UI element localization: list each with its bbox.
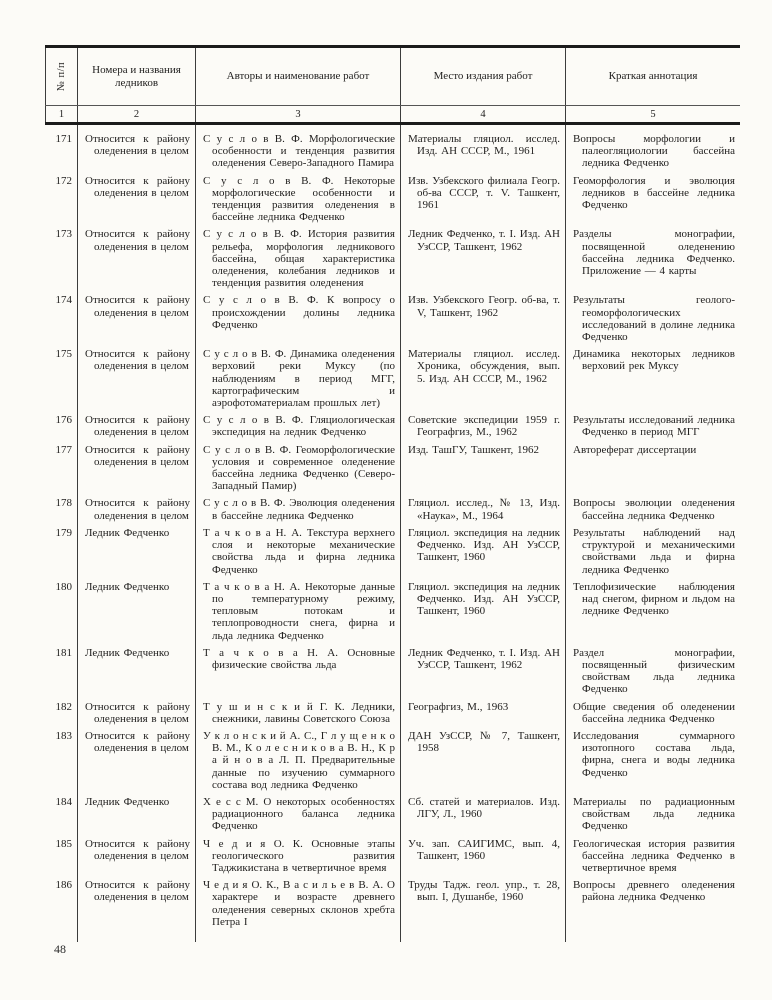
annotation-cell	[565, 348, 740, 414]
work-title: Ч е д и я О. К. Основные этапы геологического развития Таджикистана в четвертичное время	[203, 837, 395, 874]
work-title-cell	[195, 175, 400, 229]
publication-place: ДАН УзССР, № 7, Ташкент, 1958	[408, 729, 560, 755]
glacier-name: Относится к району оледенения в целом	[85, 414, 190, 439]
work-title-cell	[195, 879, 400, 942]
annotation-cell	[565, 497, 740, 526]
row-number: 171	[55, 133, 72, 145]
table-row	[45, 348, 740, 414]
work-title-cell	[195, 647, 400, 701]
work-title-cell	[195, 701, 400, 730]
table-row	[45, 228, 740, 294]
glacier-name: Относится к району оледенения в целом	[85, 837, 190, 862]
annotation: Результаты геолого-геоморфологических исследований в долине ледника Федченко	[573, 294, 735, 344]
publication-place: Изв. Узбекского Геогр. об-ва, т. V, Ташкент, 1962	[408, 294, 560, 319]
row-number: 184	[55, 795, 72, 808]
work-title: Т а ч к о в а Н. А. Основные физические свойства льда	[203, 646, 395, 671]
row-number: 181	[55, 646, 72, 659]
publication-place-cell	[400, 796, 565, 838]
header-cell-glacier: Номера и названия ледников	[77, 48, 195, 105]
publication-place: Гляциол. экспедиция на ледник Федченко. Изд. АН УзССР, Ташкент, 1960	[408, 526, 560, 564]
publication-place: Труды Тадж. геол. упр., т. 28, вып. I, Душанбе, 1960	[408, 879, 560, 904]
column-number-row	[45, 105, 740, 122]
glacier-name: Ледник Федченко	[85, 795, 170, 808]
table-body	[45, 125, 740, 942]
row-number: 183	[55, 729, 72, 742]
annotation-cell	[565, 879, 740, 942]
row-number: 186	[55, 879, 72, 892]
glacier-name: Относится к району оледенения в целом	[85, 133, 190, 158]
page-number: 48	[54, 942, 66, 956]
annotation-cell	[565, 444, 740, 498]
glacier-name-cell	[77, 838, 195, 880]
work-title-cell	[195, 581, 400, 647]
work-title: Ч е д и я О. К., В а с и л ь е в В. А. О характере и возрасте древнего оледенения северных склонов хребта Петра I	[203, 879, 395, 928]
annotation: Динамика некоторых ледников верховий рек Муксу	[573, 348, 735, 373]
publication-place-cell	[400, 444, 565, 498]
publication-place-cell	[400, 294, 565, 348]
glacier-name-cell	[77, 175, 195, 229]
column-number-5: 5	[565, 106, 740, 122]
glacier-name: Относится к району оледенения в целом	[85, 174, 190, 199]
publication-place: Изв. Узбекского филиала Геогр. об-ва СССР, т. V. Ташкент, 1961	[408, 174, 560, 212]
glacier-name-cell	[77, 444, 195, 498]
table-row	[45, 730, 740, 796]
annotation-cell	[565, 701, 740, 730]
table-row	[45, 647, 740, 701]
work-title: Т а ч к о в а Н. А. Некоторые данные по температурному режиму, тепловым потокам и теплопроводности снега, фирна и льда ледника Федченко	[203, 580, 395, 642]
publication-place-cell	[400, 497, 565, 526]
table-row	[45, 497, 740, 526]
annotation: Раздел монографии, посвященный физическим свойствам льда ледника Федченко	[573, 646, 735, 696]
row-number: 172	[55, 174, 72, 187]
publication-place-cell	[400, 414, 565, 443]
annotation: Исследования суммарного изотопного состава льда, фирна, снега и воды ледника Федченко	[573, 729, 735, 779]
work-title: Х е с с М. О некоторых особенностях радиационного баланса ледника Федченко	[203, 795, 395, 833]
column-number-2: 2	[77, 106, 195, 122]
work-title-cell	[195, 294, 400, 348]
publication-place: Гляциол. исслед., № 13, Изд. «Наука», М., 1964	[408, 497, 560, 522]
glacier-name: Ледник Федченко	[85, 646, 170, 659]
glacier-name: Относится к району оледенения в целом	[85, 228, 190, 253]
row-number: 174	[55, 294, 72, 307]
work-title-cell	[195, 348, 400, 414]
row-number: 182	[55, 700, 72, 713]
annotation: Результаты наблюдений над структурой и механическими свойствами льда и фирна ледника Федченко	[573, 526, 735, 576]
work-title-cell	[195, 730, 400, 796]
annotation: Вопросы древнего оледенения района ледника Федченко	[573, 879, 735, 904]
glacier-name-cell	[77, 527, 195, 581]
row-number: 178	[55, 497, 72, 510]
glacier-name: Относится к району оледенения в целом	[85, 700, 190, 725]
table-row	[45, 581, 740, 647]
table-row	[45, 414, 740, 443]
publication-place-cell	[400, 125, 565, 175]
work-title: С у с л о в В. Ф. Геоморфологические условия и современное оледенение бассейна ледника Федченко (Северо-Западный Памир)	[203, 443, 395, 493]
table-row	[45, 527, 740, 581]
work-title: С у с л о в В. Ф. Некоторые морфологические особенности и тенденция развития оледенения в бассейне ледника Федченко	[203, 174, 395, 224]
publication-place: Материалы гляциол. исслед. Изд. АН СССР, М., 1961	[408, 133, 560, 158]
work-title-cell	[195, 838, 400, 880]
row-number: 173	[55, 228, 72, 241]
column-number-4: 4	[400, 106, 565, 122]
annotation: Автореферат диссертации	[573, 443, 697, 456]
annotation-cell	[565, 796, 740, 838]
publication-place-cell	[400, 348, 565, 414]
work-title: С у с л о в В. Ф. Эволюция оледенения в бассейне ледника Федченко	[203, 497, 395, 522]
row-number: 180	[55, 580, 72, 593]
table-row	[45, 444, 740, 498]
publication-place-cell	[400, 730, 565, 796]
glacier-name-cell	[77, 125, 195, 175]
publication-place: Уч. зап. САИГИМС, вып. 4, Ташкент, 1960	[408, 837, 560, 862]
annotation: Разделы монографии, посвященной оледенению бассейна ледника Федченко. Приложение — 4 карты	[573, 228, 735, 278]
work-title-cell	[195, 125, 400, 175]
row-number: 177	[55, 443, 72, 456]
annotation-cell	[565, 838, 740, 880]
annotation: Материалы по радиационным свойствам льда ледника Федченко	[573, 795, 735, 833]
row-number: 175	[55, 348, 72, 361]
work-title: С у с л о в В. Ф. Морфологические особенности и тенденция развития оледенения Северо-Западного Памира	[203, 133, 395, 170]
work-title-cell	[195, 796, 400, 838]
publication-place: Сб. статей и материалов. Изд. ЛГУ, Л., 1960	[408, 795, 560, 821]
table-header	[45, 45, 740, 125]
work-title-cell	[195, 414, 400, 443]
glacier-name-cell	[77, 414, 195, 443]
publication-place-cell	[400, 647, 565, 701]
annotation-cell	[565, 730, 740, 796]
glacier-name-cell	[77, 348, 195, 414]
publication-place: Материалы гляциол. исслед. Хроника, обсуждения, вып. 5. Изд. АН СССР, М., 1962	[408, 348, 560, 385]
header-cell-num	[45, 48, 77, 105]
table-row	[45, 294, 740, 348]
bibliography-table	[45, 45, 740, 942]
glacier-name-cell	[77, 647, 195, 701]
glacier-name-cell	[77, 497, 195, 526]
work-title: Т у ш и н с к и й Г. К. Ледники, снежники, лавины Советского Союза	[203, 700, 395, 725]
header-cell-place: Место издания работ	[400, 48, 565, 105]
publication-place-cell	[400, 701, 565, 730]
annotation-cell	[565, 294, 740, 348]
glacier-name-cell	[77, 228, 195, 294]
annotation: Вопросы эволюции оледенения бассейна ледника Федченко	[573, 497, 735, 522]
publication-place: Гляциол. экспедиция на ледник Федченко. Изд. АН УзССР, Ташкент, 1960	[408, 580, 560, 618]
publication-place-cell	[400, 838, 565, 880]
glacier-name-cell	[77, 730, 195, 796]
work-title-cell	[195, 228, 400, 294]
publication-place-cell	[400, 175, 565, 229]
row-number: 179	[55, 526, 72, 539]
publication-place-cell	[400, 879, 565, 942]
annotation: Геологическая история развития бассейна ледника Федченко в четвертичное время	[573, 837, 735, 874]
glacier-name: Относится к району оледенения в целом	[85, 443, 190, 468]
glacier-name: Относится к району оледенения в целом	[85, 729, 190, 755]
header-num-label: № п/п	[56, 61, 67, 92]
column-number-1: 1	[45, 106, 77, 122]
annotation: Результаты исследований ледника Федченко в период МГГ	[573, 414, 735, 439]
work-title: Т а ч к о в а Н. А. Текстура верхнего слоя и некоторые механические свойства льда и фирна ледника Федченко	[203, 526, 395, 576]
row-number: 176	[55, 414, 72, 427]
header-cell-annotation: Краткая аннотация	[565, 48, 740, 105]
annotation-cell	[565, 581, 740, 647]
glacier-name: Относится к району оледенения в целом	[85, 348, 190, 373]
table-row	[45, 879, 740, 942]
publication-place-cell	[400, 228, 565, 294]
table-header-row	[45, 48, 740, 105]
glacier-name: Ледник Федченко	[85, 580, 170, 593]
publication-place: Ледник Федченко, т. I. Изд. АН УзССР, Ташкент, 1962	[408, 646, 560, 671]
work-title-cell	[195, 497, 400, 526]
header-cell-work: Авторы и наименование работ	[195, 48, 400, 105]
work-title-cell	[195, 527, 400, 581]
work-title: С у с л о в В. Ф. История развития рельефа, морфология ледникового бассейна, общая характеристика оледенения, колебания ледников и тенденция развития оледенения	[203, 228, 395, 290]
glacier-name-cell	[77, 581, 195, 647]
work-title: С у с л о в В. Ф. Гляциологическая экспедиция на ледник Федченко	[203, 414, 395, 439]
publication-place-cell	[400, 581, 565, 647]
glacier-name: Относится к району оледенения в целом	[85, 294, 190, 319]
table-row	[45, 125, 740, 175]
publication-place-cell	[400, 527, 565, 581]
publication-place: Географгиз, М., 1963	[408, 700, 509, 713]
publication-place: Изд. ТашГУ, Ташкент, 1962	[408, 443, 539, 456]
column-number-3: 3	[195, 106, 400, 122]
glacier-name-cell	[77, 879, 195, 942]
work-title-cell	[195, 444, 400, 498]
annotation: Общие сведения об оледенении бассейна ледника Федченко	[573, 700, 735, 725]
annotation-cell	[565, 125, 740, 175]
row-number: 185	[55, 837, 72, 850]
publication-place: Ледник Федченко, т. I. Изд. АН УзССР, Ташкент, 1962	[408, 228, 560, 253]
annotation: Геоморфология и эволюция ледников в бассейне ледника Федченко	[573, 174, 735, 212]
publication-place: Советские экспедиции 1959 г. Географгиз, М., 1962	[408, 414, 560, 439]
annotation-cell	[565, 647, 740, 701]
table-row	[45, 701, 740, 730]
work-title: С у с л о в В. Ф. Динамика оледенения верховий реки Муксу (по наблюдениям в период МГГ, картографическим и аэрофотоматериалам прошлых лет)	[203, 348, 395, 410]
table-row	[45, 796, 740, 838]
annotation-cell	[565, 228, 740, 294]
annotation: Теплофизические наблюдения над снегом, фирном и льдом на леднике Федченко	[573, 580, 735, 618]
annotation-cell	[565, 527, 740, 581]
annotation-cell	[565, 175, 740, 229]
work-title: У к л о н с к и й А. С., Г л у щ е н к о В. М., К о л е с н и к о в а В. Н., К р а й н о в а Л. П. Предварительные данные по изучению суммарного состава вод ледника Федченко	[203, 729, 395, 791]
glacier-name-cell	[77, 796, 195, 838]
glacier-name: Ледник Федченко	[85, 526, 170, 539]
table-row	[45, 838, 740, 880]
glacier-name-cell	[77, 701, 195, 730]
glacier-name: Относится к району оледенения в целом	[85, 497, 190, 522]
annotation: Вопросы морфологии и палеогляциологии бассейна ледника Федченко	[573, 133, 735, 170]
annotation-cell	[565, 414, 740, 443]
work-title: С у с л о в В. Ф. К вопросу о происхождении долины ледника Федченко	[203, 294, 395, 331]
glacier-name: Относится к району оледенения в целом	[85, 879, 190, 904]
table-row	[45, 175, 740, 229]
glacier-name-cell	[77, 294, 195, 348]
